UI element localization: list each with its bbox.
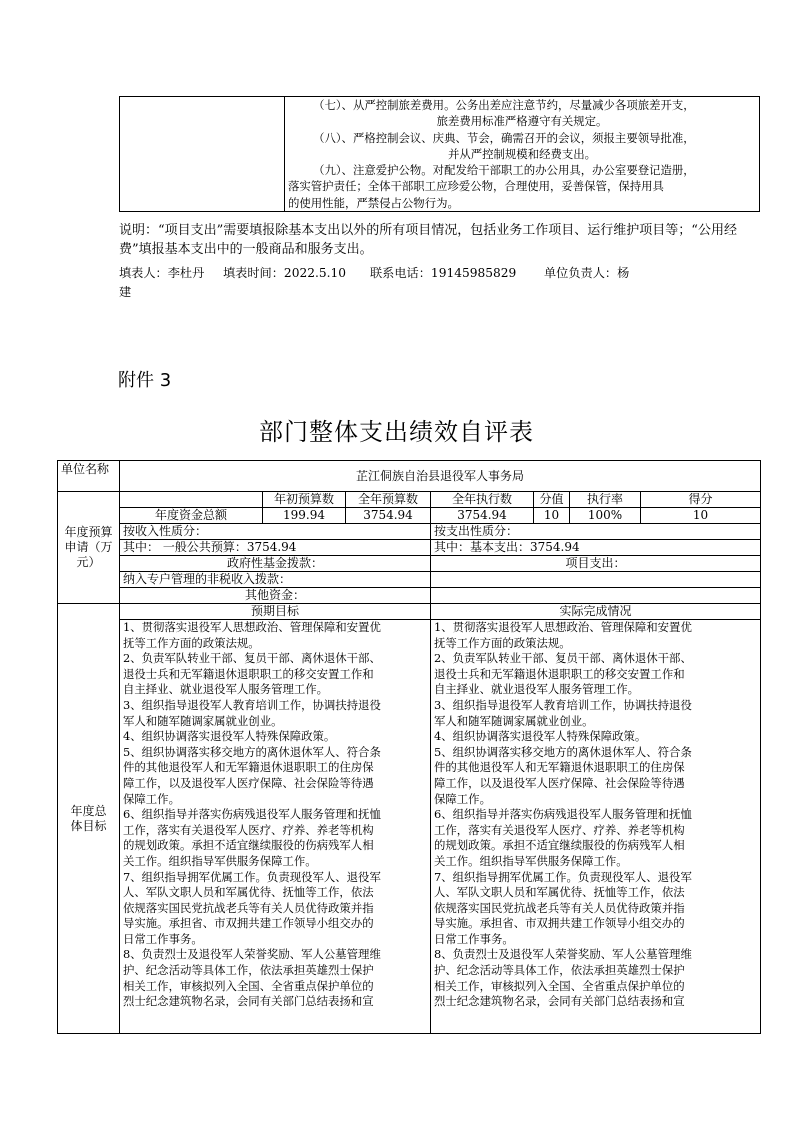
goal-line: 工作，落实有关退役军人医疗、疗养、养老等机构 <box>434 822 685 837</box>
gov-fund-label: 政府性基金拨款： <box>120 556 431 572</box>
goal-line: 烈士纪念建筑物名录，会同有关部门总结表扬和宣 <box>434 994 685 1009</box>
goal-line: 抚等工作方面的政策法规。 <box>123 635 260 650</box>
header-blank <box>120 492 263 508</box>
measure-line: （九）、注意爱护公物。对配发给干部职工的办公用具，办公室要登记造册， <box>313 163 695 178</box>
total-execution-rate: 100% <box>570 508 641 524</box>
expense-by-nature-label: 按支出性质分： <box>431 524 761 540</box>
annual-goal-label: 年度总体目标 <box>58 604 120 1034</box>
goal-line: 军人和随军随调家属就业创业。 <box>434 713 594 728</box>
goal-line: 1、贯彻落实退役军人思想政治、管理保障和安置优 <box>123 620 381 634</box>
page-title: 部门整体支出绩效自评表 <box>259 418 534 446</box>
header-score: 得分 <box>641 492 761 508</box>
measure-line: （八）、严格控制会议、庆典、节会，确需召开的会议，须报主要领导批准， <box>313 130 695 145</box>
goal-line: 工作，落实有关退役军人医疗、疗养、养老等机构 <box>123 822 374 837</box>
goal-line: 障工作，以及退役军人医疗保障、社会保险等待遇 <box>434 775 685 790</box>
filler-time: 填表时间：2022.5.10 <box>223 266 346 280</box>
filler-phone: 联系电话：19145985829 <box>370 266 517 280</box>
expected-goal-header: 预期目标 <box>120 604 431 620</box>
unit-name-value: 芷江侗族自治县退役军人事务局 <box>120 461 761 492</box>
goal-line: 7、组织指导拥军优属工作。负责现役军人、退役军 <box>123 869 381 884</box>
goal-line: 保障工作。 <box>434 791 491 806</box>
goal-line: 护、纪念活动等具体工作，依法承担英雄烈士保护 <box>123 963 374 978</box>
attachment-label: 附件 3 <box>118 370 172 391</box>
filler-leader-cont: 建 <box>119 285 132 299</box>
goal-line: 导实施。承担省、市双拥共建工作领导小组交办的 <box>434 916 685 931</box>
actual-result-lines <box>434 620 757 1010</box>
performance-evaluation-table <box>57 460 761 1034</box>
explanation-note: 说明：“项目支出”需要填报除基本支出以外的所有项目情况，包括业务工作项目、运行维护项目等；“公用经费”填报基本支出中的一般商品和服务支出。 <box>119 223 737 257</box>
actual-result-header: 实际完成情况 <box>431 604 761 620</box>
total-score-weight: 10 <box>534 508 570 524</box>
unit-name-label: 单位名称 <box>58 461 120 492</box>
goal-line: 5、组织协调落实移交地方的离休退休军人、符合条 <box>434 744 692 759</box>
goal-line: 的规划政策。承担不适宜继续服役的伤病残军人相 <box>123 838 374 853</box>
total-funds-label: 年度资金总额 <box>120 508 263 524</box>
goal-line: 2、负责军队转业干部、复员干部、离休退休干部、 <box>123 651 381 666</box>
goal-line: 件的其他退役军人和无军籍退休退职职工的住房保 <box>434 760 685 775</box>
form-filler-info <box>119 264 759 302</box>
empty-cell <box>431 572 761 588</box>
goal-line: 关工作。组织指导军供服务保障工作。 <box>123 853 317 868</box>
budget-label: 年度预算申请（万元） <box>58 492 120 604</box>
goal-line: 抚等工作方面的政策法规。 <box>434 635 571 650</box>
general-public-budget: 其中： 一般公共预算：3754.94 <box>120 540 431 556</box>
goal-line: 相关工作，审核拟列入全国、全省重点保护单位的 <box>123 978 374 993</box>
goal-line: 烈士纪念建筑物名录，会同有关部门总结表扬和宣 <box>123 994 374 1009</box>
expected-goal-lines <box>123 620 427 1010</box>
goal-line: 相关工作，审核拟列入全国、全省重点保护单位的 <box>434 978 685 993</box>
header-execution-rate: 执行率 <box>570 492 641 508</box>
goal-line: 退役士兵和无军籍退休退职职工的移交安置工作和 <box>434 666 685 681</box>
other-funds-label: 其他资金： <box>120 588 431 604</box>
basic-expense: 其中：基本支出：3754.94 <box>431 540 761 556</box>
goal-line: 保障工作。 <box>123 791 180 806</box>
header-initial-budget: 年初预算数 <box>263 492 346 508</box>
previous-table-fragment <box>119 96 760 212</box>
goal-line: 6、组织指导并落实伤病残退役军人服务管理和抚恤 <box>123 807 381 822</box>
goal-line: 8、负责烈士及退役军人荣誉奖励、军人公墓管理维 <box>123 947 381 962</box>
goal-line: 导实施。承担省、市双拥共建工作领导小组交办的 <box>123 916 374 931</box>
goal-line: 1、贯彻落实退役军人思想政治、管理保障和安置优 <box>434 620 692 634</box>
expected-goal-content <box>120 620 431 1034</box>
goal-line: 件的其他退役军人和无军籍退休退职职工的住房保 <box>123 760 374 775</box>
goal-line: 3、组织指导退役军人教育培训工作，协调扶持退役 <box>123 697 381 712</box>
income-by-nature-label: 按收入性质分： <box>120 524 431 540</box>
goal-line: 5、组织协调落实移交地方的离休退休军人、符合条 <box>123 744 381 759</box>
goal-line: 4、组织协调落实退役军人特殊保障政策。 <box>434 729 647 744</box>
goal-line: 关工作。组织指导军供服务保障工作。 <box>434 853 628 868</box>
measures-cell <box>285 97 760 212</box>
header-executed: 全年执行数 <box>431 492 534 508</box>
goal-line: 军人和随军随调家属就业创业。 <box>123 713 283 728</box>
goal-line: 日常工作事务。 <box>123 931 203 946</box>
goal-line: 7、组织指导拥军优属工作。负责现役军人、退役军 <box>434 869 692 884</box>
measure-line: 的使用性能，严禁侵占公物行为。 <box>288 195 459 210</box>
goal-line: 8、负责烈士及退役军人荣誉奖励、军人公墓管理维 <box>434 947 692 962</box>
non-tax-income-label: 纳入专户管理的非税收入拨款： <box>120 572 431 588</box>
total-initial-budget: 199.94 <box>263 508 346 524</box>
goal-line: 6、组织指导并落实伤病残退役军人服务管理和抚恤 <box>434 807 692 822</box>
empty-cell <box>431 588 761 604</box>
goal-line: 日常工作事务。 <box>434 931 514 946</box>
measure-line: 落实管护责任；全体干部职工应珍爱公物，合理使用，妥善保管，保持用具 <box>288 179 664 194</box>
goal-line: 人、军队文职人员和军属优待、抚恤等工作，依法 <box>434 885 685 900</box>
empty-left-cell <box>120 97 285 212</box>
goal-line: 自主择业、就业退役军人服务管理工作。 <box>123 682 329 697</box>
total-executed: 3754.94 <box>431 508 534 524</box>
header-score-weight: 分值 <box>534 492 570 508</box>
goal-line: 人、军队文职人员和军属优待、抚恤等工作，依法 <box>123 885 374 900</box>
project-expense-label: 项目支出： <box>431 556 761 572</box>
goal-line: 护、纪念活动等具体工作，依法承担英雄烈士保护 <box>434 963 685 978</box>
header-annual-budget: 全年预算数 <box>346 492 431 508</box>
actual-result-content <box>431 620 761 1034</box>
goal-line: 3、组织指导退役军人教育培训工作，协调扶持退役 <box>434 697 692 712</box>
goal-line: 4、组织协调落实退役军人特殊保障政策。 <box>123 729 336 744</box>
measure-line: 旅差费用标准严格遵守有关规定。 <box>436 114 608 129</box>
goal-line: 依规落实国民党抗战老兵等有关人员优待政策并指 <box>123 900 374 915</box>
goal-line: 障工作，以及退役军人医疗保障、社会保险等待遇 <box>123 775 374 790</box>
total-annual-budget: 3754.94 <box>346 508 431 524</box>
goal-line: 的规划政策。承担不适宜继续服役的伤病残军人相 <box>434 838 685 853</box>
goal-line: 依规落实国民党抗战老兵等有关人员优待政策并指 <box>434 900 685 915</box>
measure-line: （七）、从严控制旅差费用。公务出差应注意节约，尽量减少各项旅差开支， <box>313 98 695 112</box>
total-score: 10 <box>641 508 761 524</box>
filler-person: 填表人：李杜丹 <box>119 266 205 280</box>
goal-line: 2、负责军队转业干部、复员干部、离休退休干部、 <box>434 651 692 666</box>
goal-line: 退役士兵和无军籍退休退职职工的移交安置工作和 <box>123 666 374 681</box>
measure-line: 并从严控制规模和经费支出。 <box>447 146 597 161</box>
filler-leader: 单位负责人：杨 <box>544 266 630 280</box>
goal-line: 自主择业、就业退役军人服务管理工作。 <box>434 682 640 697</box>
